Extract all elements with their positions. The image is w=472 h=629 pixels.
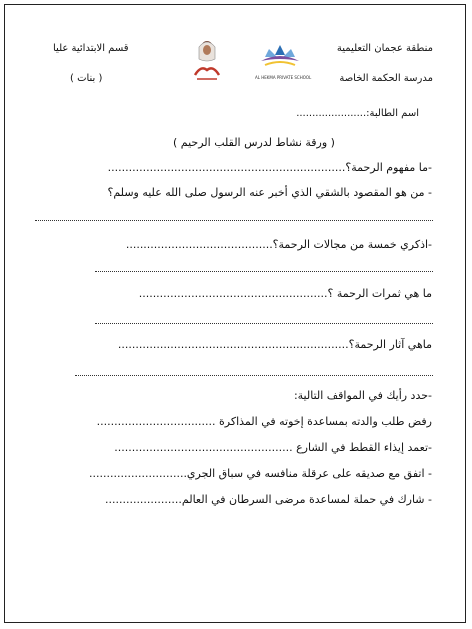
department-label: قسم الابتدائية عليا: [53, 43, 129, 54]
sheet-title: ( ورقة نشاط لدرس القلب الرحيم ): [173, 136, 335, 149]
zayed-emblem-icon: [191, 37, 223, 81]
answer-line[interactable]: [35, 220, 433, 221]
student-name-field[interactable]: اسم الطالبة:......................: [296, 108, 419, 119]
question-5: ماهي آثار الرحمة؟..................................................................: [117, 338, 432, 351]
answer-line[interactable]: [95, 323, 433, 324]
question-2: - من هو المقصود بالشقي الذي أخبر عنه الرسول صلى الله عليه وسلم؟: [107, 186, 432, 199]
education-zone-label: منطقة عجمان التعليمية: [336, 43, 433, 54]
school-name-label: مدرسة الحكمة الخاصة: [339, 73, 433, 84]
logo-caption: AL HEKMA PRIVATE SCHOOL: [255, 75, 312, 80]
answer-line[interactable]: [95, 271, 433, 272]
section-label: ( بنات ): [70, 73, 103, 84]
school-logo-icon: [255, 41, 312, 80]
question-3: -اذكري خمسة من مجالات الرحمة؟..........................................: [125, 238, 432, 251]
situation-4: - شارك في حملة لمساعدة مرضى السرطان في العالم......................: [104, 493, 432, 506]
situation-1: رفض طلب والدته بمساعدة إخوته في المذاكرة ..................................: [96, 415, 432, 428]
question-1: -ما مفهوم الرحمة؟....................................................................: [107, 161, 432, 174]
situation-2: -تعمد إيذاء القطط في الشارع ...................................................: [114, 441, 432, 454]
situation-3: - اتفق مع صديقه على عرقلة منافسه في سباق الجري............................: [89, 467, 432, 480]
answer-line[interactable]: [75, 375, 433, 376]
worksheet-page: [4, 4, 466, 623]
question-4: ما هي ثمرات الرحمة ؟......................................................: [138, 287, 432, 300]
opinion-heading: -حدد رأيك في المواقف التالية:: [293, 389, 432, 402]
